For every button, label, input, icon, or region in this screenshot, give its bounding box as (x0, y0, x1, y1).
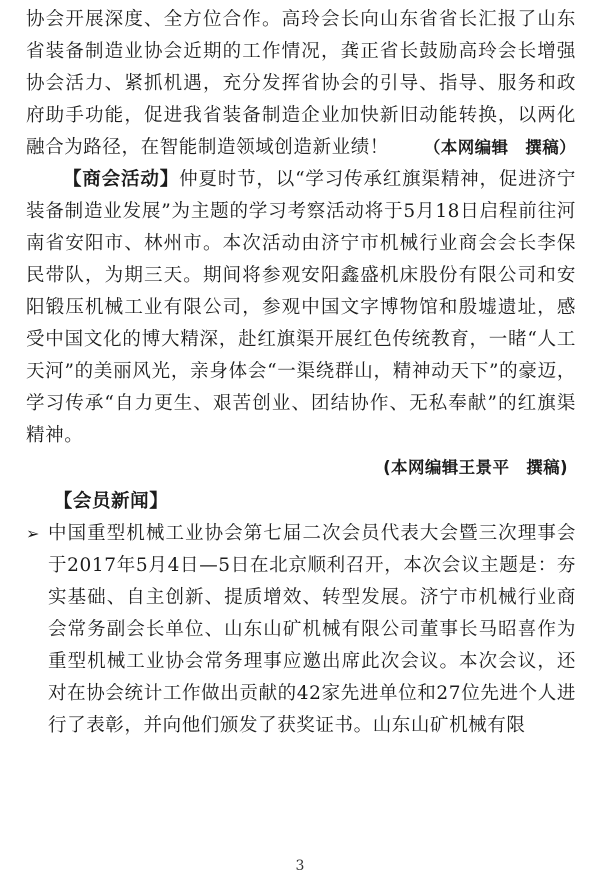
list-item-text: 中国重型机械工业协会第七届二次会员代表大会暨三次理事会于2017年5月4日—5日在北京顺利召开，本次会议主题是：夯实基础、自主创新、提质增效、转型发展。济宁市机械行业商会常务副会长单位、山东山矿机械有限公司董事长马昭喜作为重型机械工业协会常务理事应邀出席此次会议。本次会议，还对在协会统计工作做出贡献的42家先进单位和27位先进个人进行了表彰，并向他们颁发了获奖证书。山东山矿机械有限 (48, 523, 576, 736)
paragraph-provincial-association (26, 4, 576, 164)
paragraph-text: 协会开展深度、全方位合作。高玲会长向山东省省长汇报了山东省装备制造业协会近期的工作情况，龚正省长鼓励高玲会长增强协会活力、紧抓机遇，充分发挥省协会的引导、指导、服务和政府助手功能，促进我省装备制造企业加快新旧动能转换，以两化融合为路径，在智能制造领域创造新业绩！ (26, 9, 576, 158)
arrow-bullet-icon: ➢ (26, 524, 41, 543)
section-heading-member-news: 【会员新闻】 (53, 491, 169, 512)
author-credit: (本网编辑王景平 撰稿) (383, 458, 568, 477)
paragraph-text: 仲夏时节，以“学习传承红旗渠精神，促进济宁装备制造业发展”为主题的学习考察活动将于5月18日启程前往河南省安阳市、林州市。本次活动由济宁市机械行业商会会长李保民带队，为期三天。期间将参观安阳鑫盛机床股份有限公司和安阳锻压机械工业有限公司，参观中国文字博物馆和殷墟遗址，感受中国文化的博大精深，赴红旗渠开展红色传统教育，一睹“人工天河”的美丽风光，亲身体会“一渠绕群山，精神动天下”的豪迈，学习传承“自力更生、艰苦创业、团结协作、无私奉献”的红旗渠精神。 (26, 169, 576, 446)
page-number: 3 (295, 858, 305, 874)
list-item (26, 518, 576, 742)
paragraph-chamber-activity (26, 164, 576, 452)
section-label-chamber-activity: 【商会活动】 (63, 169, 180, 190)
author-credit: （本网编辑 撰稿） (423, 138, 576, 157)
